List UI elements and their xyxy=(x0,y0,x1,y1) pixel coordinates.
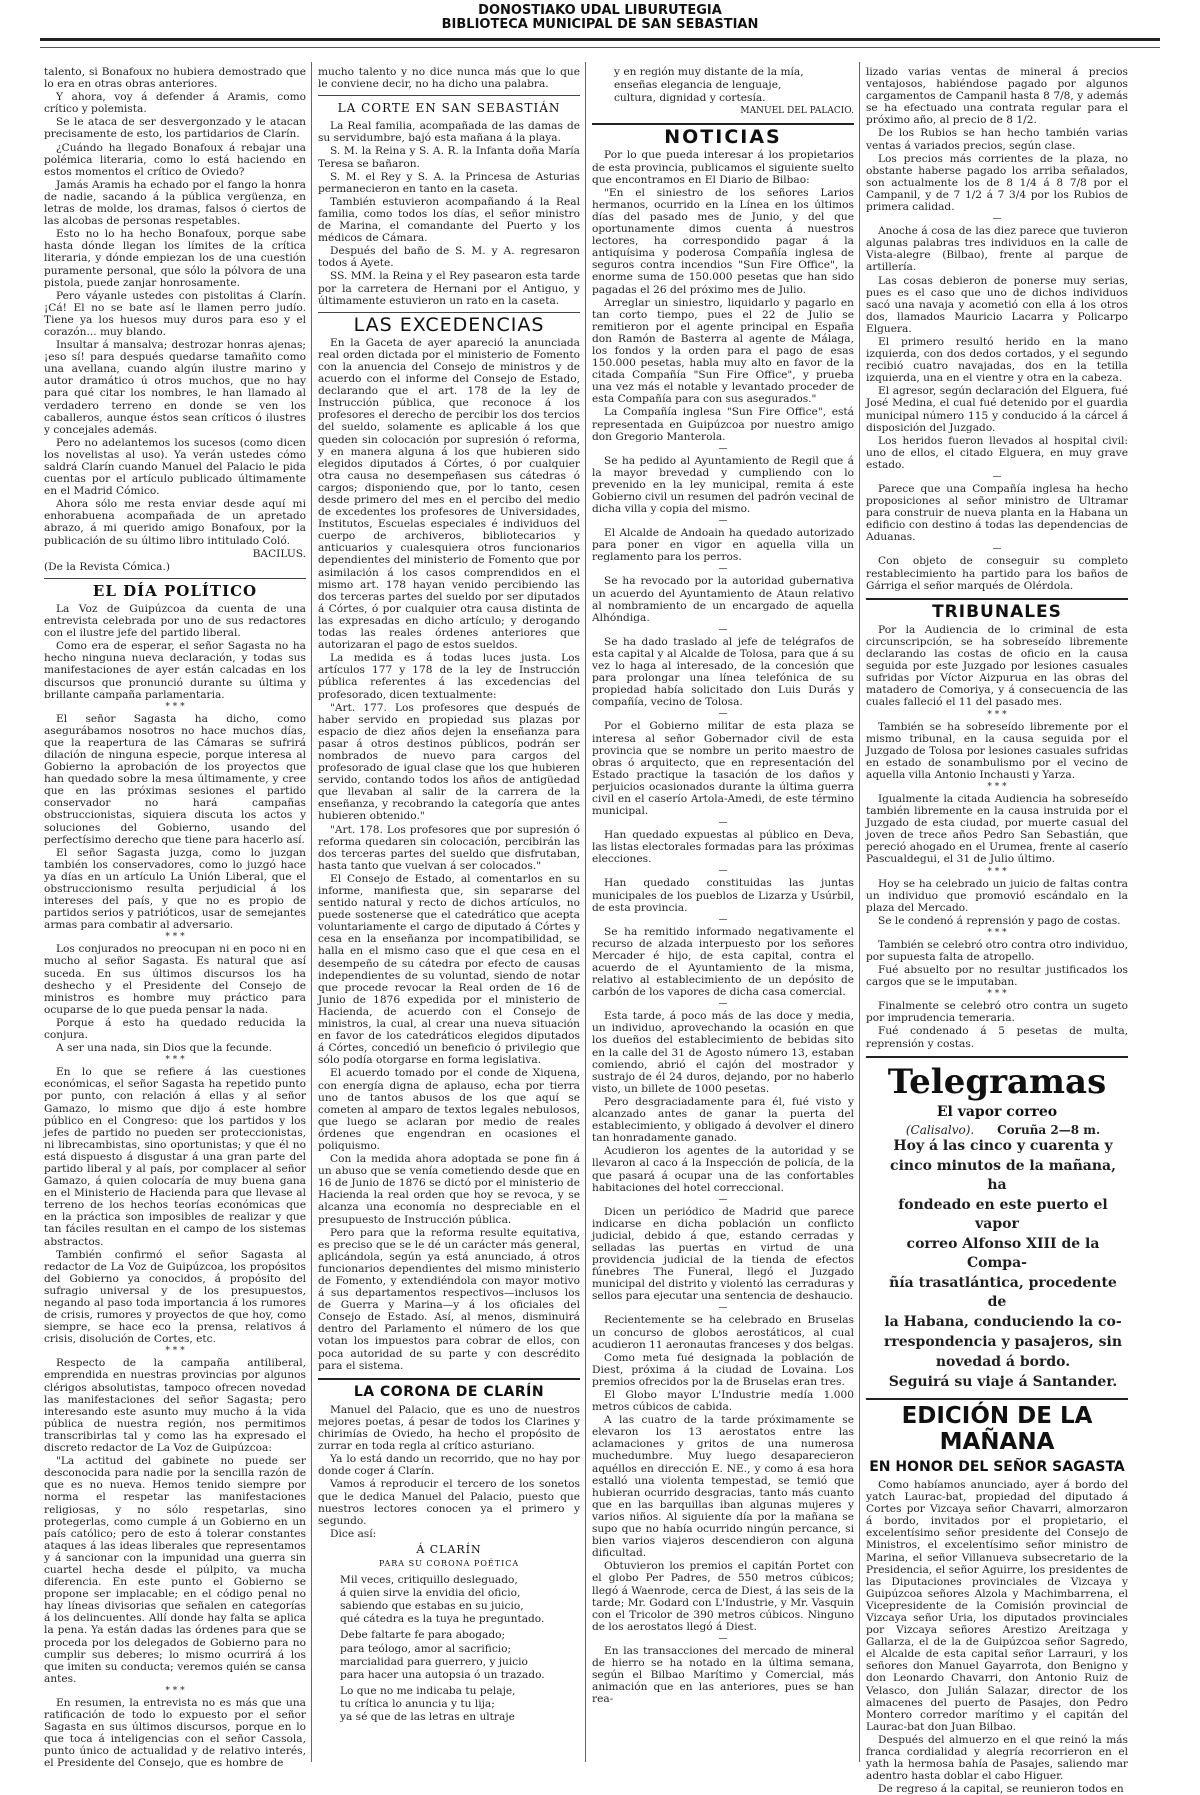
paragraph: También estuvieron acompañando á la Real familia, como todos los días, el señor ministro de Marina, el comandante del Puerto y los médicos de Cámara. xyxy=(318,195,580,245)
telegram-line: ñía trasatlántica, procedente de xyxy=(889,1274,1117,1310)
poem-line: y en región muy distante de la mía, xyxy=(614,66,804,78)
asterism: * * * xyxy=(987,781,1007,792)
poem-line: qué cátedra es la tuya he preguntado. xyxy=(340,1613,545,1626)
paragraph: A las cuatro de la tarde próximamente se elevaron los 13 aerostatos entre las aclamaciones y gritos de una numerosa muchedumbre. Muy luego desaparecieron aquéllos en dirección E. NE., y como á esa hora estalló una violenta tempestad, se temió que hubieran ocurrido desgracias, tanto más cuanto que en las barquillas iban algunas mujeres y varios niños. Al siguiente día por la mañana se supo que no había ocurrido ningún percance, si bien varios viajeros descendieron con alguna dificultad. xyxy=(592,1414,854,1560)
paragraph: Por lo que pueda interesar á los propietarios de esta provincia, publicamos el siguiente suelto que encontramos en El Diario de Bilbao: xyxy=(592,149,854,186)
section-rule xyxy=(318,95,580,96)
section-heading-tribunales: TRIBUNALES xyxy=(932,601,1062,622)
section-rule xyxy=(318,1378,580,1380)
poem-line: cultura, dignidad y cortesía. xyxy=(614,92,766,105)
article-source: (De la Revista Cómica.) xyxy=(44,560,170,573)
section-heading-corona-clarin: LA CORONA DE CLARÍN xyxy=(353,1383,545,1400)
paragraph: Finalmente se celebró otro contra un sugeto por imprudencia temeraria. xyxy=(866,1000,1128,1025)
telegram-line: fondeado en este puerto el vapor xyxy=(898,1196,1108,1232)
paragraph: Como habíamos anunciado, ayer á bordo del yatch Laurac-bat, propiedad del diputado á Cortes por Vizcaya señor Chavarri, almorzaron á bordo, invitados por el propietario, el excelentísimo señor presidente del Consejo de Ministros, el excelentísimo señor ministro de Marina, el señor Villanueva subsecretario de la Presidencia, el señor Aguirre, los presidentes de las Diputaciones provinciales de Vizcaya y Guipúzcoa señores Alzola y Machimbarrena, el Vicepresidente de la Comisión provincial de Vizcaya señor Uria, los diputados provinciales por Vizcaya señores Arestizo Areitzaga y Gallarza, el de la de Guipúzcoa señor Sagredo, el Alcalde de esta capital señor Larrauri, y los señores don Manuel Gayarrota, don Benigno y don Leonardo Chavarri, don Antonio Ruiz de Velasco, don Julián Salazar, director de los almacenes del puerto de Pasajes, don Pedro Montero corredor marítimo y el capitán del Laurac-bat don Juan Bilbao. xyxy=(866,1478,1128,1733)
paragraph: Se ha remitido informado negativamente el recurso de alzada interpuesto por los señores Mercader é hijo, de esta capital, contra el acuerdo de el Ayuntamiento de la misma, relativo al establecimiento de un depósito de carbón de los vapores de dicha casa comercial. xyxy=(592,925,854,999)
asterism: * * * xyxy=(987,709,1007,720)
paragraph: Porque á esto ha quedado reducida la conjura. xyxy=(44,1016,306,1042)
section-heading-excedencias: LAS EXCEDENCIAS xyxy=(353,313,545,336)
column-1 xyxy=(44,66,306,1770)
poem-title: Á CLARÍN xyxy=(416,1542,482,1556)
paragraph: Los precios más corrientes de la plaza, no obstante haberse pagado los arriba señalados, son actualmente los de 8 1/4 á 8 7/8 por el Campanil, y de 7 1/2 á 7 3/4 por los Rubios de primera calidad. xyxy=(866,152,1128,214)
asterism: — xyxy=(718,1303,728,1314)
section-rule xyxy=(592,123,854,125)
section-heading-edicion-manana: EDICIÓN DE LA MAÑANA xyxy=(866,1398,1128,1455)
poem-line: ya sé que de las letras en ultraje xyxy=(340,1711,515,1723)
section-rule xyxy=(866,1056,1128,1058)
poem-line: Mil veces, critiquillo desleguado, xyxy=(340,1574,518,1587)
paragraph: La Real familia, acompañada de las damas de su servidumbre, bajó esta mañana á la playa. xyxy=(318,120,580,145)
paragraph: El acuerdo tomado por el conde de Xiquena, con energía digna de aplauso, echa por tierra uno de tantos abusos de los que aquí se cometen al amparo de textos legales nebulosos, que luego se aclaran por medio de reales órdenes que engendran en ocasiones el poliquismo. xyxy=(318,1067,580,1152)
poem-line: para teólogo, amor al sacrificio; xyxy=(340,1642,512,1655)
paragraph: Igualmente la citada Audiencia ha sobreseído también libremente en la causa instruida por el Juzgado de esta ciudad, por muerte casual del joven de trece años Pedro San Sebastián, que pereció ahogado en el Urumea, frente al caserío Pascualdegui, el 31 de Julio último. xyxy=(866,792,1128,866)
paragraph: Dicen un periódico de Madrid que parece indicarse en dicha población un conflicto judicial, debido á que, estando cerradas y selladas las puertas en virtud de una providencia judicial de la tienda de efectos fúnebres The Funeral, llegó el Juzgado municipal del distrito y violentó las cerraduras y sellos para ejecutar una sentencia de deshaucio. xyxy=(592,1205,854,1303)
paragraph: También confirmó el señor Sagasta al redactor de La Voz de Guipúzcoa, los propósitos del Gobierno ya conocidos, á propósito del sufragio universal y de los presupuestos, negando al paso toda importancia á los rumores de crisis, rumores y proyectos de que hoy, como siempre, se hace eco la prensa, relativos á crisis, disolución de Cortes, etc. xyxy=(44,1248,306,1346)
poem-line: sabiendo que estabas en su juicio, xyxy=(340,1600,524,1613)
paragraph: El primero resultó herido en la mano izquierda, con dos dedos cortados, y el segundo recibió cuatro navajadas, dos en la tetilla izquierda, una en el vientre y otra en la cabeza. xyxy=(866,335,1128,385)
paragraph: Se le condenó á reprensión y pago de costas. xyxy=(878,914,1121,927)
telegram-line: novedad á bordo. xyxy=(935,1353,1071,1370)
section-heading-dia-politico: EL DÍA POLÍTICO xyxy=(92,581,258,600)
telegram-heading-vapor: El vapor correo xyxy=(936,1103,1058,1120)
paragraph: Las cosas debieron de ponerse muy serias, pues es el caso que uno de dichos individuos sacó una navaja y acometió con ella á los otros dos, llamados Mauricio Lacarra y Policarpo Elguera. xyxy=(866,274,1128,335)
asterism: — xyxy=(992,472,1002,482)
paragraph: En las transacciones del mercado de mineral de hierro se ha notado en la última semana, según el Bilbao Marítimo y Comercial, más animación que en las anteriores, pues se han rea- xyxy=(592,1644,854,1706)
asterism: — xyxy=(718,1194,728,1205)
paragraph: El agresor, según declaración del Elguera, fué José Medina, el cual fué detenido por el guardia municipal número 115 y conducido á la cárcel á disposición del Juzgado. xyxy=(866,385,1128,434)
paragraph: Han quedado constituidas las juntas municipales de los pueblos de Lizarza y Usúrbil, de esta provincia. xyxy=(592,877,854,914)
paragraph: De regreso á la capital, se reunieron todos en xyxy=(878,1783,1124,1795)
article-heading-honor-sagasta: EN HONOR DEL SEÑOR SAGASTA xyxy=(869,1458,1125,1475)
paragraph: También se celebró otro contra otro individuo, por supuesta falta de atropello. xyxy=(866,938,1128,963)
poem-line: Lo que no me indicaba tu pelaje, xyxy=(340,1684,516,1697)
paragraph: En la Gaceta de ayer apareció la anunciada real orden dictada por el ministerio de Fomento con la anuencia del Consejo de ministros y de acuerdo con el informe del Consejo de Estado, declarando que el art. 178 de la ley de Instrucción pública, que reconoce á los profesores el derecho de percibir los dos tercios del sueldo, solamente es aplicable á los que queden sin colocación por supresión ó reforma, y en manera alguna á los que hubieren sido elegidos diputados á Córtes, ó por cualquier otra causa no desempeñasen sus cátedras ó cargos; disponiendo que, por lo tanto, cesen desde primero del mes en el percibo del medio de excedentes los profesores de Universidades, Institutos, Escuelas especiales é individuos del cuerpo de archiveros, bibliotecarios y anticuarios y cualesquiera otros funcionarios dependientes del ministerio de Fomento que por asimilación á los casos comprendidos en el mismo art. 178 hayan venido percibiendo las dos terceras partes del sueldo por ser diputados á Córtes, ó por cualquier otra causa distinta de las expresadas en dicho artículo; y derogando todas las reales órdenes anteriores que autorizaran el pago de estos sueldos. xyxy=(318,336,580,652)
paragraph: Y ahora, voy á defender á Aramis, como crítico y polemista. xyxy=(44,91,306,116)
paragraph: La Voz de Guipúzcoa da cuenta de una entrevista celebrada por uno de sus redactores con el ilustre jefe del partido liberal. xyxy=(44,602,306,640)
paragraph: El Globo mayor L'Industrie medía 1.000 metros cúbicos de cabida. xyxy=(592,1389,854,1414)
asterism: — xyxy=(718,443,728,454)
paragraph: Ahora sólo me resta enviar desde aquí mi enhorabuena acompañada de un apretado abrazo, á mi querido amigo Bonafoux, por la publicación de su último libro intitulado Coló. xyxy=(44,498,306,547)
asterism: — xyxy=(718,866,728,877)
asterism: — xyxy=(718,624,728,635)
paragraph: En resumen, la entrevista no es más que una ratificación de todo lo expuesto por el señor Sagasta en sus últimos discursos, porque en lo que toca á inteligencias con el señor Cassola, punto único de actualidad y de relativo interés, el Presidente del Consejo, que es hombre de xyxy=(44,1696,306,1770)
paragraph: Se ha dado traslado al jefe de telégrafos de esta capital y al Alcalde de Tolosa, para que á su vez lo haga al interesado, de la concesión que para prolongar una línea telefónica de su propiedad había solicitado don Luis Durás y compañía, vecino de Tolosa. xyxy=(592,635,854,709)
library-name-spanish: BIBLIOTECA MUNICIPAL DE SAN SEBASTIAN xyxy=(441,17,759,32)
asterism: — xyxy=(718,516,728,527)
paragraph: Insultar á mansalva; destrozar honras ajenas; ¡eso sí! para después quedarse tamañito como una avellana, cuando algún ilustre marino y autor dramático ú otros muchos, que no hay para qué citar los nombres, le han llamado al verdadero terreno en donde se ven los caballeros, aunque éstos sean críticos ó ilustres y concejales además. xyxy=(44,339,306,436)
paragraph: Hoy se ha celebrado un juicio de faltas contra un individuo que promovió escándalo en la plaza del Mercado. xyxy=(866,877,1128,914)
telegram-line: correo Alfonso XIII de la Compa- xyxy=(906,1235,1100,1271)
poem-line: para hacer una autopsia ó un trazado. xyxy=(340,1668,545,1681)
paragraph: Por la Audiencia de lo criminal de esta circunscripción, se ha sobreseído libremente declarando las costas de oficio en la causa seguida por este Juzgado por lesiones casuales sufridas por Víctor Aizpurua en las obras del matadero de Comoriya, y á consecuencia de las cuales falleció el 11 del pasado mes. xyxy=(866,623,1128,709)
paragraph: Por el Gobierno militar de esta plaza se interesa al señor Gobernador civil de esta provincia que se nombre un perito maestro de obras ó arquitecto, que en representación del Estado practique la tasación de los daños y perjuicios ocasionados durante la última guerra civil en el caserío Artola-Amedi, de este término municipal. xyxy=(592,720,854,818)
paragraph: Pero para que la reforma resulte equitativa, es preciso que se le dé un carácter más general, aplicándola, según ya está anunciado, á otros funcionarios dependientes del mismo ministerio de Fomento, y extendiéndola con mayor motivo á sus departamentos respectivos—inclusos los de Guerra y Marina—y á los oficiales del Consejo de Estado. Así, al menos, disminuirá dentro del Parlamento el número de los que votan los impuestos para cobrar de ellos, con poca autoridad de su parte y con descrédito para el sistema. xyxy=(318,1226,580,1372)
paragraph: Obtuvieron los premios el capitán Portet con el globo Per Padres, de 550 metros cúbicos; llegó á Waenrode, cerca de Diest, á las seis de la tarde; Mr. Godard con L'Industrie, y Mr. Vasquin con el Tricolor de 390 metros cúbicos. Ninguno de los aerostatos llegó á Diest. xyxy=(592,1560,854,1633)
section-heading-telegramas: Telegramas xyxy=(887,1061,1107,1102)
paragraph: Se le ataca de ser desvergonzado y le atacan precisamente de esto, los partidarios de Clarín. xyxy=(44,116,306,141)
paragraph: Vamos á reproducir el tercero de los sonetos que le dedica Manuel del Palacio, puesto que nuestros lectores conocen ya el primero y segundo. xyxy=(318,1478,580,1527)
asterism: — xyxy=(718,1633,728,1644)
poem-line: Debe faltarte fe para abogado; xyxy=(340,1629,506,1642)
paragraph: Jamás Aramis ha echado por el fango la honra de nadie, sacando á la pública vergüenza, en letras de molde, los dramas, falsos ó ciertos de las alcobas de personas respetables. xyxy=(44,178,306,228)
library-header xyxy=(0,4,1200,32)
section-rule xyxy=(866,598,1128,600)
paragraph: "En el siniestro de los señores Larios hermanos, ocurrido en la Línea en los últimos días del pasado mes de Junio, y del que oportunamente dimos cuenta á nuestros lectores, ha correspondido pagar á la antiquísima y poderosa Compañía inglesa de seguros contra incendios "Sun Fire Office", la enorme suma de 150.000 pesetas que han sido pagadas el 26 del próximo mes de Julio. xyxy=(592,186,854,296)
paragraph: El señor Sagasta ha dicho, como asegurábamos nosotros no hace muchos días, que la reapertura de las Cámaras se sufrirá dilación de ninguna especie, porque interesa al Gobierno la aprobación de los proyectos que han quedado sobre la mesa últimamente, y cree que en las próximas sesiones el partido conservador no hará campañas obstruccionistas, siquiera discuta los actos y soluciones del Gobierno, usando del perfectísimo derecho que tiene para hacerlo así. xyxy=(44,712,306,846)
paragraph: Fué condenado á 5 pesetas de multa, reprensión y costas. xyxy=(866,1025,1128,1050)
paragraph: También se ha sobreseído libremente por el mismo tribunal, en la causa seguida por el Juzgado de Tolosa por lesiones casuales sufridas en estado de sonambulismo por el vecino de aquella villa Antonio Inchausti y Yarza. xyxy=(866,720,1128,781)
paragraph: De los Rubios se han hecho también varias ventas á variados precios, según clase. xyxy=(866,127,1128,152)
column-divider xyxy=(585,62,586,1762)
paragraph: Dice así: xyxy=(330,1527,377,1540)
asterism: — xyxy=(718,999,728,1010)
paragraph: Acudieron los agentes de la autoridad y se llevaron al caco á la Inspección de policía, de la que pasará á ocupar una de las confortables habitaciones del hotel correccional. xyxy=(592,1145,854,1194)
paragraph: El Consejo de Estado, al comentarlos en su informe, manifiesta que, sin separarse del sentido natural y recto de dichos artículos, no puede sostenerse que el catedrático que acepta voluntariamente el cargo de diputado á Córtes y cesa en la enseñanza por incompatibilidad, se halla en el mismo caso que el que cesa en el desempeño de su cátedra por efecto de causas independientes de su voluntad, siendo de notar que procede revocar la Real orden de 16 de Junio de 1876 expedida por el ministerio de Hacienda, de acuerdo con el Consejo de ministros, la cual, al crear una nueva situación en favor de los catedráticos elegidos diputados á Córtes, concedió un beneficio ó privilegio que sólo podía otorgarse en forma legislativa. xyxy=(318,872,580,1067)
telegram-line: rrespondencia y pasajeros, sin xyxy=(883,1333,1123,1350)
section-rule xyxy=(44,578,306,579)
column-2 xyxy=(318,66,580,1756)
paragraph: "La actitud del gabinete no puede ser desconocida para nadie por la sencilla razón de que es no nueva. Hemos tenido siempre por norma el respetar las manifestaciones religiosas, y no sólo respetarlas, sino protegerlas, como cumple á un Gobierno en un país católico; pero de esto á tolerar constantes ataques á las ideas liberales que representamos y á sancionar con la impunidad una guerra sin cuartel hecha desde el púlpito, va mucha diferencia. En este punto el Gobierno se propone ser implacable; en el código penal no hay líneas divisorias que señalen en categorías á los delincuentes. Allí donde hay falta se aplica la pena. Ya están dadas las órdenes para que se proceda por los delegados de Gobierno para no cumplir sus deberes; lo mismo ocurrirá á los que imiten su conducta; veremos quién se cansa antes. xyxy=(44,1455,306,1685)
asterism: — xyxy=(992,544,1002,555)
paragraph: Como meta fué designada la población de Diest, próxima á la ciudad de Lovaina. Los premios ofrecidos por la de Bruselas eran tres. xyxy=(592,1351,854,1388)
paragraph: lizado varias ventas de mineral á precios ventajosos, habiéndose pagado por algunos cargamentos de Campanil hasta 8 7/8, y además se ha efectuado una contrata regular para el próximo año, al precio de 8 1/2. xyxy=(866,66,1128,127)
asterism: * * * xyxy=(987,927,1007,938)
asterism: — xyxy=(718,914,728,925)
poem-line: tu crítica lo anuncia y tu lija; xyxy=(340,1697,495,1710)
paragraph: El señor Sagasta juzga, como lo juzgan también los conservadores, como lo juzgó hace ya días en un artículo La Unión Liberal, que el obstruccionismo resulta perjudicial á los intereses del país, y que no es propio de partidos serios y patrióticos, usar de semejantes armas para combatir al adversario. xyxy=(44,846,306,932)
paragraph: Se ha pedido al Ayuntamiento de Regil que á la mayor brevedad y cumpliendo con lo prevenido en la ley municipal, remita á este Gobierno civil un resumen del padrón vecinal de dicha villa y copia del mismo. xyxy=(592,454,854,516)
paragraph: S. M. la Reina y S. A. R. la Infanta doña María Teresa se bañaron. xyxy=(318,145,580,170)
telegram-line: Seguirá su viaje á Santander. xyxy=(888,1373,1118,1390)
paragraph: Se ha revocado por la autoridad gubernativa un acuerdo del Ayuntamiento de Ataun relativo al nombramiento de un encargado de aquella Alhóndiga. xyxy=(592,575,854,624)
asterism: * * * xyxy=(165,701,185,712)
poem-subtitle: PARA SU CORONA POÉTICA xyxy=(378,1558,520,1568)
column-divider xyxy=(859,62,860,1762)
paragraph: Anoche á cosa de las diez parece que tuvieron algunas palabras tres individuos en la calle de Vista-alegre (Bilbao), frente al parque de artillería. xyxy=(866,225,1128,274)
telegram-dateline xyxy=(866,1124,1128,1136)
column-3 xyxy=(592,66,854,1756)
asterism: — xyxy=(992,214,1002,225)
paragraph: "Art. 178. Los profesores que por supresión ó reforma quedaren sin colocación, percibirán las dos terceras partes del sueldo que disfrutaban, hasta tanto que vuelvan á ser colocados." xyxy=(318,823,580,872)
paragraph: Esto no lo ha hecho Bonafoux, porque sabe hasta dónde llegan los límites de la crítica literaria, y dónde empiezan los de una cuestión puramente personal, que sólo la pólvora de una pistola, puede zanjar honrosamente. xyxy=(44,228,306,289)
paragraph: mucho talento y no dice nunca más que lo que le conviene decir, no ha dicho una palabra. xyxy=(318,66,580,91)
column-divider xyxy=(311,62,312,1762)
asterism: * * * xyxy=(165,932,185,943)
paragraph: En lo que se refiere á las cuestiones económicas, el señor Sagasta ha repetido punto por punto, con relación á ellas y al señor Gamazo, lo mismo que dijo á este hombre público en el Congreso: que los partidos y los jefes de partido no pueden ser proteccionistas, ni librecambistas, sino oportunistas; y que él no está dispuesto á disgustar á una gran parte del partido liberal y al país, por complacer al señor Gamazo, á quien colocaría de muy buena gana en el Ministerio de Hacienda para que llevase al terreno de los hechos teorías económicas que en la práctica son imposibles de realizar y que tan fáciles resultan en el campo de los sistemas abstractos. xyxy=(44,1066,306,1248)
paragraph: ¿Cuándo ha llegado Bonafoux á rebajar una polémica literaria, como lo está haciendo en estos momentos el crítico de Oviedo? xyxy=(44,141,306,178)
paragraph: Fué absuelto por no resultar justificados los cargos que se le imputaban. xyxy=(866,964,1128,989)
asterism: — xyxy=(718,564,728,575)
paragraph: Esta tarde, á poco más de las doce y media, un individuo, aprovechando la ocasión en que los dueños del establecimiento de bebidas sito en la calle del 31 de Agosto número 13, estaban comiendo, abrió el cajón del mostrador y sustrajo de él 24 duros, dejando, por no haberlo visto, un billete de 1000 pesetas. xyxy=(592,1010,854,1095)
poem-line: marcialidad para guerrero, y juicio xyxy=(340,1655,528,1668)
paragraph: S. M. el Rey y S. A. la Princesa de Asturias permanecieron en tanto en la caseta. xyxy=(318,170,580,195)
column-4 xyxy=(866,66,1128,1795)
telegram-place-time: Coruña 2—8 m. xyxy=(997,1122,1101,1137)
paragraph: Los heridos fueron llevados al hospital civil: uno de ellos, el citado Elguera, en muy grave estado. xyxy=(866,434,1128,471)
paragraph: Con objeto de conseguir su completo restablecimiento ha partido para los baños de Gárriga el señor marqués de Olérdola. xyxy=(866,555,1128,592)
article-signature: BACILUS. xyxy=(252,547,306,560)
section-heading-corte: LA CORTE EN SAN SEBASTIÁN xyxy=(337,101,561,116)
paragraph: Pero no adelantemos los sucesos (como dicen los novelistas al uso). Ya verán ustedes cómo saldrá Clarín cuando Manuel del Palacio le pida cuentas por el artículo publicado últimamente en el Madrid Cómico. xyxy=(44,436,306,498)
paragraph: Recientemente se ha celebrado en Bruselas un concurso de globos aerostáticos, al cual acudieron 11 aeronautas franceses y dos belgas. xyxy=(592,1314,854,1351)
top-rule xyxy=(40,38,1160,48)
paragraph: La Compañía inglesa "Sun Fire Office", está representada en Guipúzcoa por nuestro amigo don Gregorio Manterola. xyxy=(592,406,854,443)
poem-line: á quien sirve la envidia del oficio, xyxy=(340,1587,521,1600)
paragraph: La medida es á todas luces justa. Los artículos 177 y 178 de la ley de Instrucción pública referentes á las excedencias del profesorado, dicen textualmente: xyxy=(318,652,580,701)
paragraph: A ser una nada, sin Dios que la fecunde. xyxy=(56,1042,273,1055)
paragraph: "Art. 177. Los profesores que después de haber servido en propiedad sus plazas por espacio de diez años dejen la enseñanza para pasar á otros destinos públicos, podrán ser nombrados de nuevo para cargos del profesorado de igual clase que los que hubieren servido, contando todos los años de antigüedad que llevaban al salir de la carrera de la enseñanza, y recobrando la categoría que antes hubieren obtenido." xyxy=(318,701,580,823)
col1-intro xyxy=(44,66,306,547)
paragraph: Parece que una Compañía inglesa ha hecho proposiciones al señor ministro de Ultramar para construir de nueva planta en la Habana un edificio con destino á todas las dependencias de Aduanas. xyxy=(866,483,1128,544)
paragraph: Después del baño de S. M. y A. regresaron todos á Ayete. xyxy=(318,245,580,270)
asterism: — xyxy=(718,709,728,720)
asterism: * * * xyxy=(165,1346,185,1357)
paragraph: Como era de esperar, el señor Sagasta no ha hecho ninguna nueva declaración, y todas sus manifestaciones de ayer están calcadas en los discursos que pronunció durante su última y brillante campaña parlamentaria. xyxy=(44,640,306,701)
asterism: * * * xyxy=(165,1685,185,1696)
library-name-basque: DONOSTIAKO UDAL LIBURUTEGIA xyxy=(478,3,722,18)
section-heading-noticias: NOTICIAS xyxy=(664,126,782,149)
paragraph: Los conjurados no preocupan ni en poco ni en mucho al señor Sagasta. Es natural que así suceda. En sus últimos discursos los ha deshecho y el Presidente del Consejo de ministros es hombre muy práctico para ocuparse de lo que pueda pensar la nada. xyxy=(44,943,306,1016)
asterism: — xyxy=(718,818,728,829)
paragraph: talento, si Bonafoux no hubiera demostrado que lo era en otras obras anteriores. xyxy=(44,66,306,91)
asterism: * * * xyxy=(165,1055,185,1066)
paragraph: El Alcalde de Andoain ha quedado autorizado para poner en vigor en aquella villa un reglamento para los perros. xyxy=(592,527,854,564)
telegram-source: (Calisalvo). xyxy=(905,1122,975,1137)
paragraph: Ya lo está dando un recorrido, que no hay por donde coger á Clarín. xyxy=(318,1453,580,1478)
paragraph: Pero desgraciadamente para él, fué visto y alcanzado antes de ganar la puerta del establecimiento, y obligado á devolver el dinero tan honradamente ganado. xyxy=(592,1095,854,1145)
telegram-line: cinco minutos de la mañana, ha xyxy=(890,1157,1116,1193)
asterism: * * * xyxy=(987,866,1007,877)
poem-line: enseñas elegancia de lenguaje, xyxy=(614,79,782,92)
paragraph: SS. MM. la Reina y el Rey pasearon esta tarde por la carretera de Hernani por el Antiguo, y últimamente estuvieron un rato en la caseta. xyxy=(318,270,580,307)
paragraph: Pero váyanle ustedes con pistolitas á Clarín. ¡Cá! El no se bate así le llamen perro judío. Tiene ya los huesos muy duros para eso y el corazón... muy blando. xyxy=(44,289,306,338)
paragraph: Con la medida ahora adoptada se pone fin á un abuso que se venía cometiendo desde que en 16 de Junio de 1876 se dictó por el ministerio de Hacienda la real orden que hoy se revoca, y se alcanza una economía no despreciable en el presupuesto de Instrucción pública. xyxy=(318,1153,580,1226)
asterism: * * * xyxy=(987,989,1007,1000)
paragraph: Después del almuerzo en el que reinó la más franca cordialidad y alegría recorrieron en el yath la hermosa bahía de Pasajes, saliendo mar adentro hasta doblar el cabo Higuer. xyxy=(866,1733,1128,1783)
section-rule xyxy=(318,312,580,313)
paragraph: Respecto de la campaña antiliberal, emprendida en nuestras provincias por algunos clérigos absolutistas, tampoco ofrecen novedad las manifestaciones del señor Sagasta; pero interesando este asunto muy mucho á la vida pública de nuestra región, nos permitimos transcribirlas tal y como las ha expresado el discreto redactor de La Voz de Guipúzcoa: xyxy=(44,1357,306,1455)
paragraph: Arreglar un siniestro, liquidarlo y pagarlo en tan corto tiempo, pues el 22 de Julio se remitieron por el agente principal en España don Ramón de Basterra al agente de Málaga, los fondos y la orden para el pago de esas 150.000 pesetas, habla muy alto en favor de la citada Compañía "Sun Fire Office", y prueba una vez más el notable y levantado proceder de esta Compañía para con sus asegurados." xyxy=(592,296,854,406)
paragraph: Manuel del Palacio, que es uno de nuestros mejores poetas, á pesar de todos los Clarines y chirimías de Oviedo, ha hecho el propósito de zurrar en toda regla al crítico asturiano. xyxy=(318,1403,580,1453)
paragraph: Han quedado expuestas al público en Deva, las listas electorales formadas para las próximas elecciones. xyxy=(592,829,854,866)
telegram-line: la Habana, conduciendo la co- xyxy=(884,1313,1122,1330)
telegram-line: Hoy á las cinco y cuarenta y xyxy=(893,1137,1113,1154)
poem-signature: MANUEL DEL PALACIO. xyxy=(740,106,854,117)
